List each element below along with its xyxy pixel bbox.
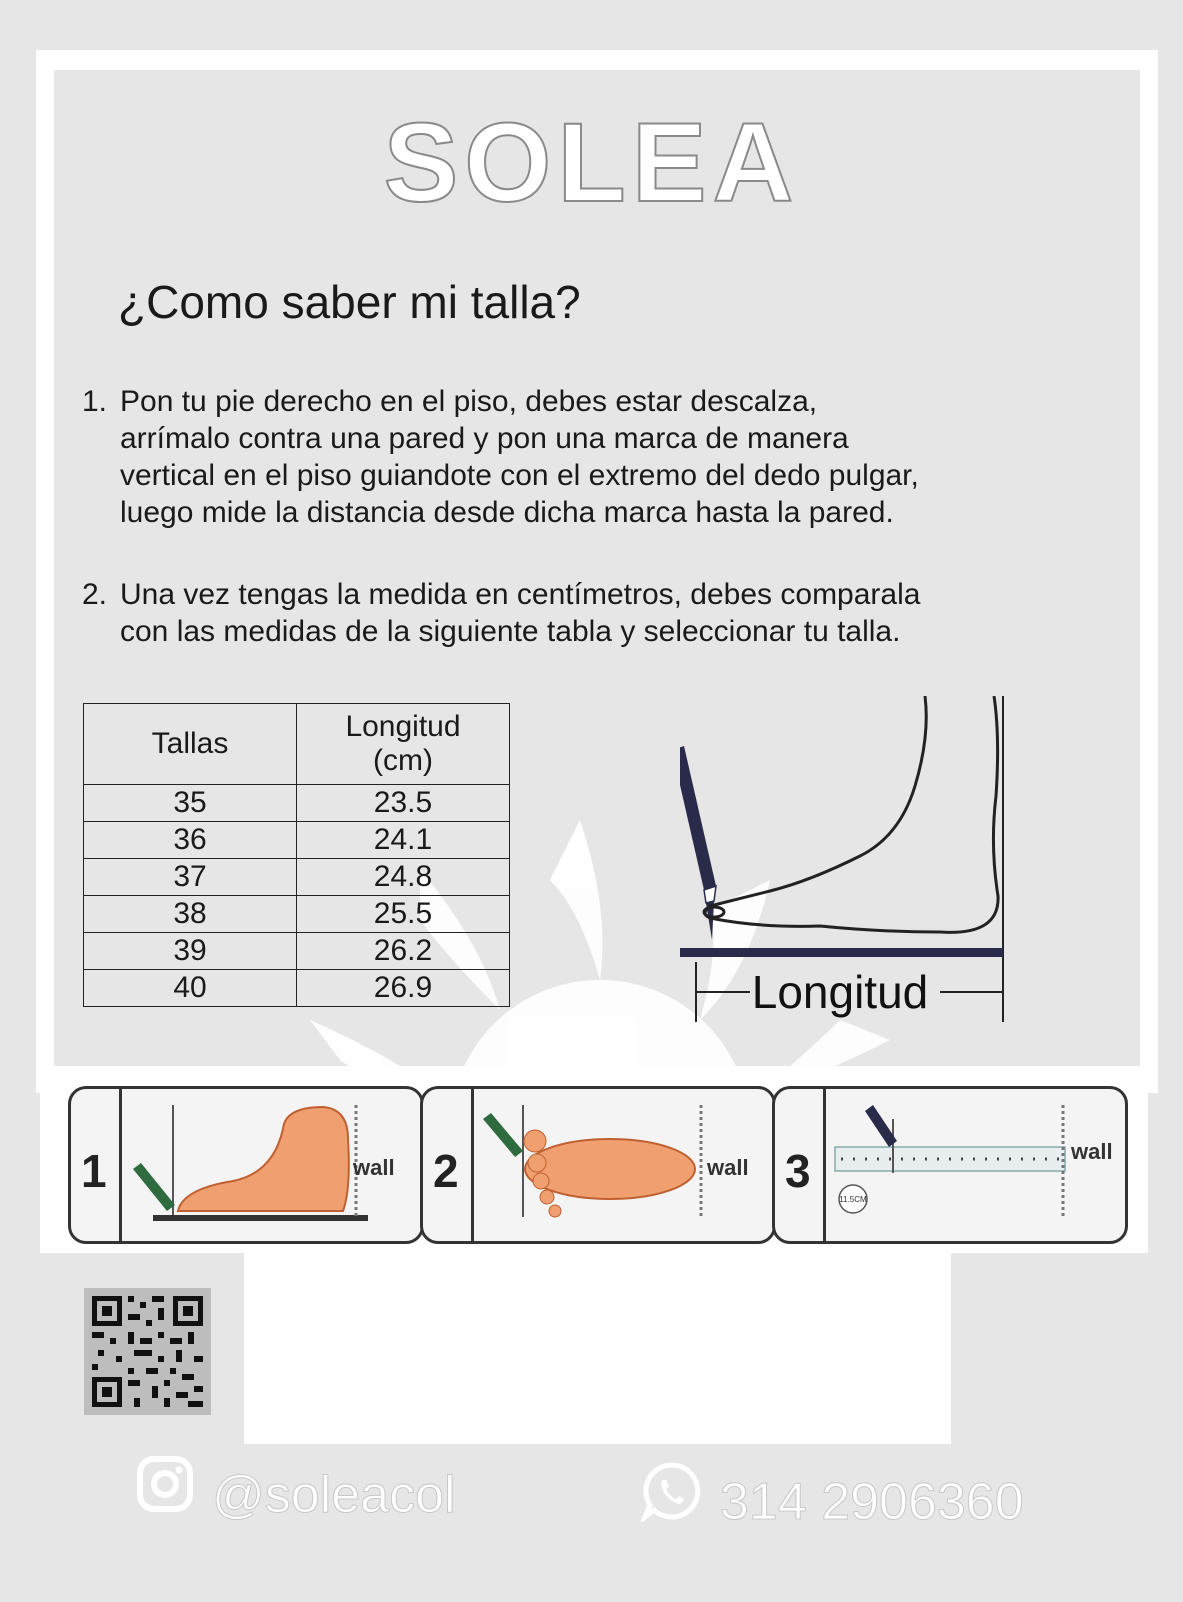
step-number: 2. bbox=[82, 578, 108, 611]
table-row bbox=[84, 785, 510, 822]
guide-card-1 bbox=[68, 1086, 424, 1244]
guide-card-number: 2 bbox=[433, 1145, 459, 1197]
qr-code-icon bbox=[84, 1288, 211, 1415]
size-cell: 39 bbox=[84, 933, 297, 970]
instagram-icon bbox=[136, 1455, 194, 1513]
diagram-label: Longitud bbox=[751, 966, 929, 1018]
card-divider bbox=[471, 1089, 474, 1241]
card-divider bbox=[823, 1089, 826, 1241]
guide-card-number: 1 bbox=[81, 1145, 107, 1197]
foot-outline-icon bbox=[704, 696, 998, 932]
instruction-step-2 bbox=[82, 576, 920, 650]
step-number: 1. bbox=[82, 385, 108, 418]
brand-logo: SOLEA bbox=[383, 100, 800, 225]
pencil-icon bbox=[680, 746, 716, 940]
table-row bbox=[84, 933, 510, 970]
header-longitud bbox=[297, 704, 510, 785]
step-text: Una vez tengas la medida en centímetros, debes comparala con las medidas de la siguiente tabla y seleccionar tu talla. bbox=[120, 578, 921, 648]
wall-label: wall bbox=[707, 1155, 749, 1180]
card-divider bbox=[119, 1089, 122, 1241]
size-cell: 40 bbox=[84, 970, 297, 1007]
guide-strip bbox=[40, 1073, 1148, 1253]
size-cell: 38 bbox=[84, 896, 297, 933]
wall-label: wall bbox=[353, 1155, 395, 1180]
whatsapp-number[interactable]: 314 2906360 bbox=[720, 1473, 1024, 1531]
floor-line bbox=[680, 948, 1003, 957]
instagram-handle[interactable]: @soleacol bbox=[212, 1466, 456, 1524]
header-longitud-label: Longitud bbox=[345, 710, 461, 743]
header-longitud-unit: (cm) bbox=[373, 744, 433, 777]
size-table bbox=[83, 703, 510, 1007]
table-row bbox=[84, 896, 510, 933]
table-row bbox=[84, 970, 510, 1007]
length-cell: 24.8 bbox=[297, 859, 510, 896]
table-header-row bbox=[84, 704, 510, 785]
guide-card-2 bbox=[420, 1086, 776, 1244]
length-cell: 26.2 bbox=[297, 933, 510, 970]
instruction-step-1 bbox=[82, 383, 919, 531]
length-cell: 26.9 bbox=[297, 970, 510, 1007]
guide-card-number: 3 bbox=[785, 1145, 811, 1197]
page-title: ¿Como saber mi talla? bbox=[118, 276, 581, 328]
ruler-icon bbox=[827, 1089, 1122, 1241]
table-row bbox=[84, 822, 510, 859]
wall-label: wall bbox=[1071, 1139, 1113, 1164]
length-cell: 24.1 bbox=[297, 822, 510, 859]
measure-badge: 11.5CM bbox=[839, 1195, 867, 1204]
size-cell: 35 bbox=[84, 785, 297, 822]
size-cell: 37 bbox=[84, 859, 297, 896]
size-cell: 36 bbox=[84, 822, 297, 859]
step-text: Pon tu pie derecho en el piso, debes estar descalza, arrímalo contra una pared y pon una marca de manera vertical en el piso guiandote con el extremo del dedo pulgar, luego mide la distancia desde dicha marca hasta la pared. bbox=[120, 385, 919, 529]
foot-measurement-diagram bbox=[680, 696, 1025, 1036]
whatsapp-icon bbox=[640, 1460, 702, 1522]
guide-card-3 bbox=[772, 1086, 1128, 1244]
length-cell: 23.5 bbox=[297, 785, 510, 822]
table-row bbox=[84, 859, 510, 896]
length-cell: 25.5 bbox=[297, 896, 510, 933]
header-tallas: Tallas bbox=[84, 704, 297, 785]
